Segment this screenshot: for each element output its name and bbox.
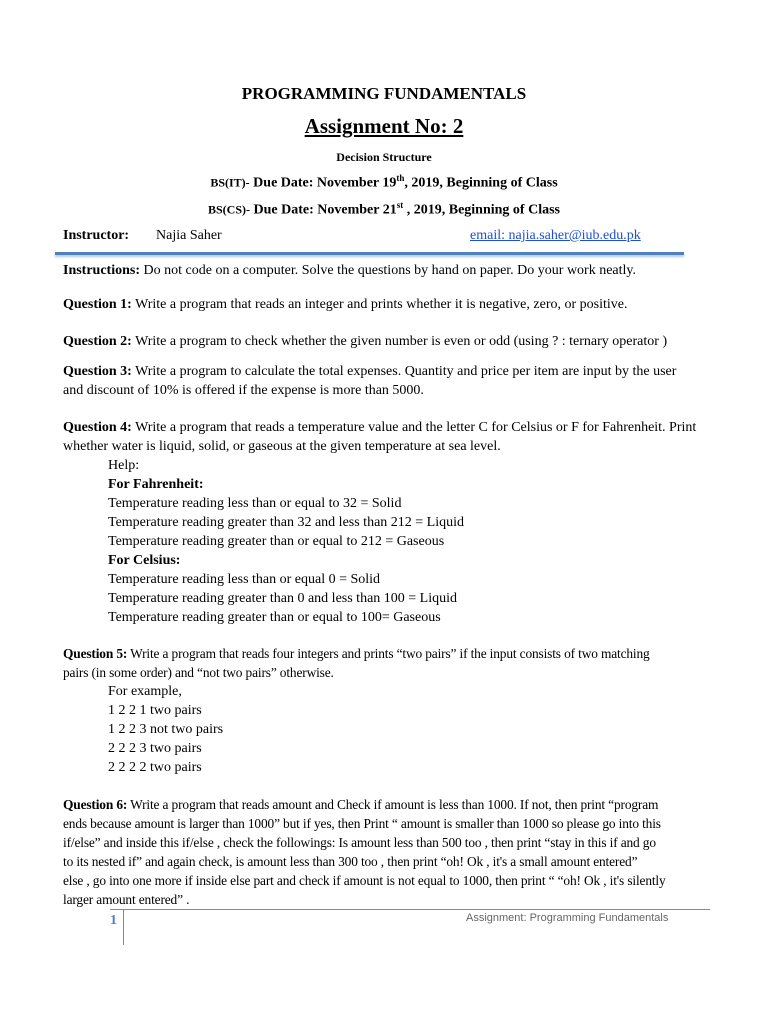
question-line: larger amount entered” . [63, 892, 190, 907]
question-text: Write a program to check whether the given number is even or odd (using ? : ternary operator ) [131, 334, 668, 349]
question-line [63, 644, 703, 663]
fahrenheit-rule: Temperature reading greater than or equal to 212 = Gaseous [108, 534, 445, 549]
due-text: Due Date: November 21 [250, 202, 397, 218]
instructions-text: Do not code on a computer. Solve the questions by hand on paper. Do your work neatly. [140, 263, 637, 278]
due-sup: th [396, 173, 405, 183]
question-4 [63, 418, 703, 627]
question-text: Write a program that reads a temperature value and the letter C for Celsius or F for Fahrenheit. Print [131, 420, 697, 435]
instructor-label: Instructor: [63, 228, 130, 243]
footer-divider [123, 909, 124, 945]
question-line: ends because amount is larger than 1000” but if yes, then Print “ amount is smaller than 1000 so please go into this [63, 816, 661, 831]
assignment-title: Assignment No: 2 [304, 114, 464, 138]
question-label: Question 2: [63, 334, 132, 349]
example-label: For example, [108, 684, 182, 699]
question-3 [63, 362, 703, 400]
question-text: Write a program that reads amount and Check if amount is less than 1000. If not, then print “program [127, 797, 659, 812]
question-line: and discount of 10% is offered if the expense is more than 5000. [63, 383, 424, 398]
question-text: Write a program that reads an integer and prints whether it is negative, zero, or positive. [131, 297, 628, 312]
question-line [63, 362, 703, 381]
question-line: else , go into one more if inside else part and check if amount is not equal to 1000, then print “ “oh! Ok , it's silently [63, 873, 666, 888]
celsius-rule: Temperature reading greater than 0 and less than 100 = Liquid [108, 591, 458, 606]
instructions-label: Instructions: [63, 263, 141, 278]
due-text: Due Date: November 19 [249, 175, 397, 191]
instructions [63, 261, 703, 280]
due-sup: st [396, 200, 404, 210]
question-line [63, 418, 703, 437]
question-line: to its nested if” and again check, is amount less than 300 too , then print “oh! Ok , it's a small amount entered” [63, 854, 638, 869]
due-date-cs [0, 200, 768, 219]
help-label: Help: [108, 458, 140, 473]
question-5 [63, 644, 703, 777]
fahrenheit-title [63, 475, 703, 494]
question-2 [63, 332, 703, 351]
celsius-rule: Temperature reading less than or equal 0 = Solid [108, 572, 381, 587]
header-rule [55, 252, 684, 255]
example-item: 1 2 2 1 two pairs [108, 703, 202, 718]
topic-title: Decision Structure [336, 150, 432, 164]
question-line: pairs (in some order) and “not two pairs” otherwise. [63, 665, 334, 680]
due-prefix: BS(CS)- [208, 202, 251, 217]
footer-rule [110, 909, 710, 910]
question-text: Write a program that reads four integers and prints “two pairs” if the input consists of two matching [127, 646, 650, 661]
instructor-name: Najia Saher [156, 228, 222, 243]
example-item: 1 2 2 3 not two pairs [108, 722, 224, 737]
fahrenheit-rule: Temperature reading greater than 32 and less than 212 = Liquid [108, 515, 465, 530]
question-label: Question 1: [63, 297, 132, 312]
due-rest: , 2019, Beginning of Class [403, 202, 560, 218]
celsius-title [63, 551, 703, 570]
due-rest: , 2019, Beginning of Class [404, 175, 558, 191]
question-1 [63, 295, 703, 314]
question-label: Question 5: [63, 646, 128, 661]
question-line: whether water is liquid, solid, or gaseous at the given temperature at sea level. [63, 439, 501, 454]
question-6 [63, 795, 703, 909]
fahrenheit-rule: Temperature reading less than or equal to 32 = Solid [108, 496, 402, 511]
celsius-title-text: For Celsius: [108, 553, 181, 568]
question-line: if/else” and inside this if/else , check the followings: Is amount less than 500 too , then print “stay in this if and go [63, 835, 656, 850]
due-prefix: BS(IT)- [210, 175, 250, 190]
celsius-rule: Temperature reading greater than or equal to 100= Gaseous [108, 610, 441, 625]
footer-title: Assignment: Programming Fundamentals [466, 912, 669, 924]
question-label: Question 4: [63, 420, 132, 435]
question-text: Write a program to calculate the total expenses. Quantity and price per item are input by the user [131, 364, 677, 379]
fahrenheit-title-text: For Fahrenheit: [108, 477, 204, 492]
question-label: Question 6: [63, 797, 128, 812]
example-item: 2 2 2 3 two pairs [108, 741, 202, 756]
example-item: 2 2 2 2 two pairs [108, 760, 202, 775]
question-label: Question 3: [63, 364, 132, 379]
course-title: PROGRAMMING FUNDAMENTALS [241, 84, 527, 103]
email-link[interactable]: email: najia.saher@iub.edu.pk [470, 228, 641, 243]
due-date-it [0, 173, 768, 192]
question-line [63, 795, 703, 814]
page-number: 1 [110, 913, 117, 928]
